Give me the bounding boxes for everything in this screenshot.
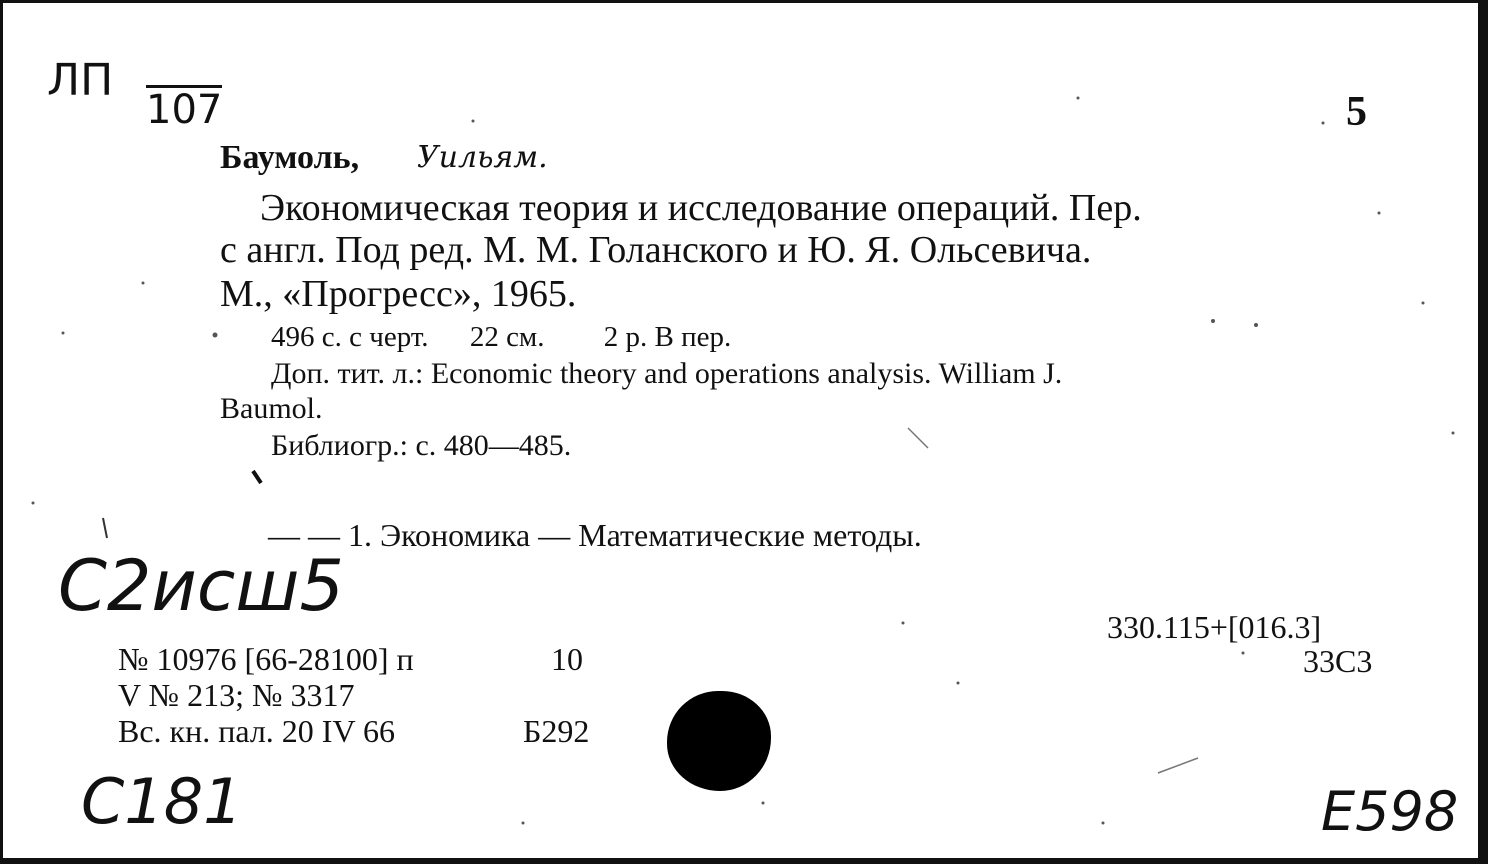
original-title-line-2: Baumol.	[220, 392, 323, 425]
handwritten-shelf-number: 107	[146, 87, 223, 133]
handwritten-bottom-left: С181	[81, 765, 243, 838]
title-line-2: с англ. Под ред. М. М. Голанского и Ю. Я. Ольсевича.	[220, 229, 1092, 271]
collation-price: 2 р. В пер.	[603, 321, 732, 353]
registration-line-2: V № 213; № 3317	[118, 677, 355, 713]
subject-heading: — — 1. Экономика — Математические методы.	[268, 517, 922, 553]
handwritten-middle-note: С2исш5	[58, 545, 344, 627]
author-surname: Баумоль,	[220, 139, 360, 176]
collation-size: 22 см.	[469, 321, 545, 353]
title-line-1: Экономическая теория и исследование операций. Пер.	[260, 187, 1142, 229]
collation-pages: 496 с. с черт.	[271, 321, 429, 353]
udc-classification: 330.115+[016.3]	[1107, 609, 1322, 645]
author-given-name-handwritten: Уильям.	[417, 140, 548, 175]
original-title-line-1: Доп. тит. л.: Economic theory and operations analysis. William J.	[271, 357, 1063, 390]
bibliography-note: Библиогр.: с. 480—485.	[271, 429, 572, 462]
scan-noise	[3, 3, 1478, 858]
registration-code: Б292	[523, 713, 590, 749]
registration-count: 10	[551, 641, 583, 677]
classification-code: 33С3	[1303, 643, 1373, 679]
registration-line-1: № 10976 [66-28100] п	[118, 641, 414, 677]
card-number: 5	[1346, 89, 1367, 135]
handwritten-bottom-right: E598	[1321, 780, 1459, 843]
registration-line-3: Вс. кн. пал. 20 IV 66	[118, 713, 395, 749]
handwritten-shelf-mark: ЛП	[47, 55, 114, 106]
title-line-3: М., «Прогресс», 1965.	[220, 273, 577, 315]
